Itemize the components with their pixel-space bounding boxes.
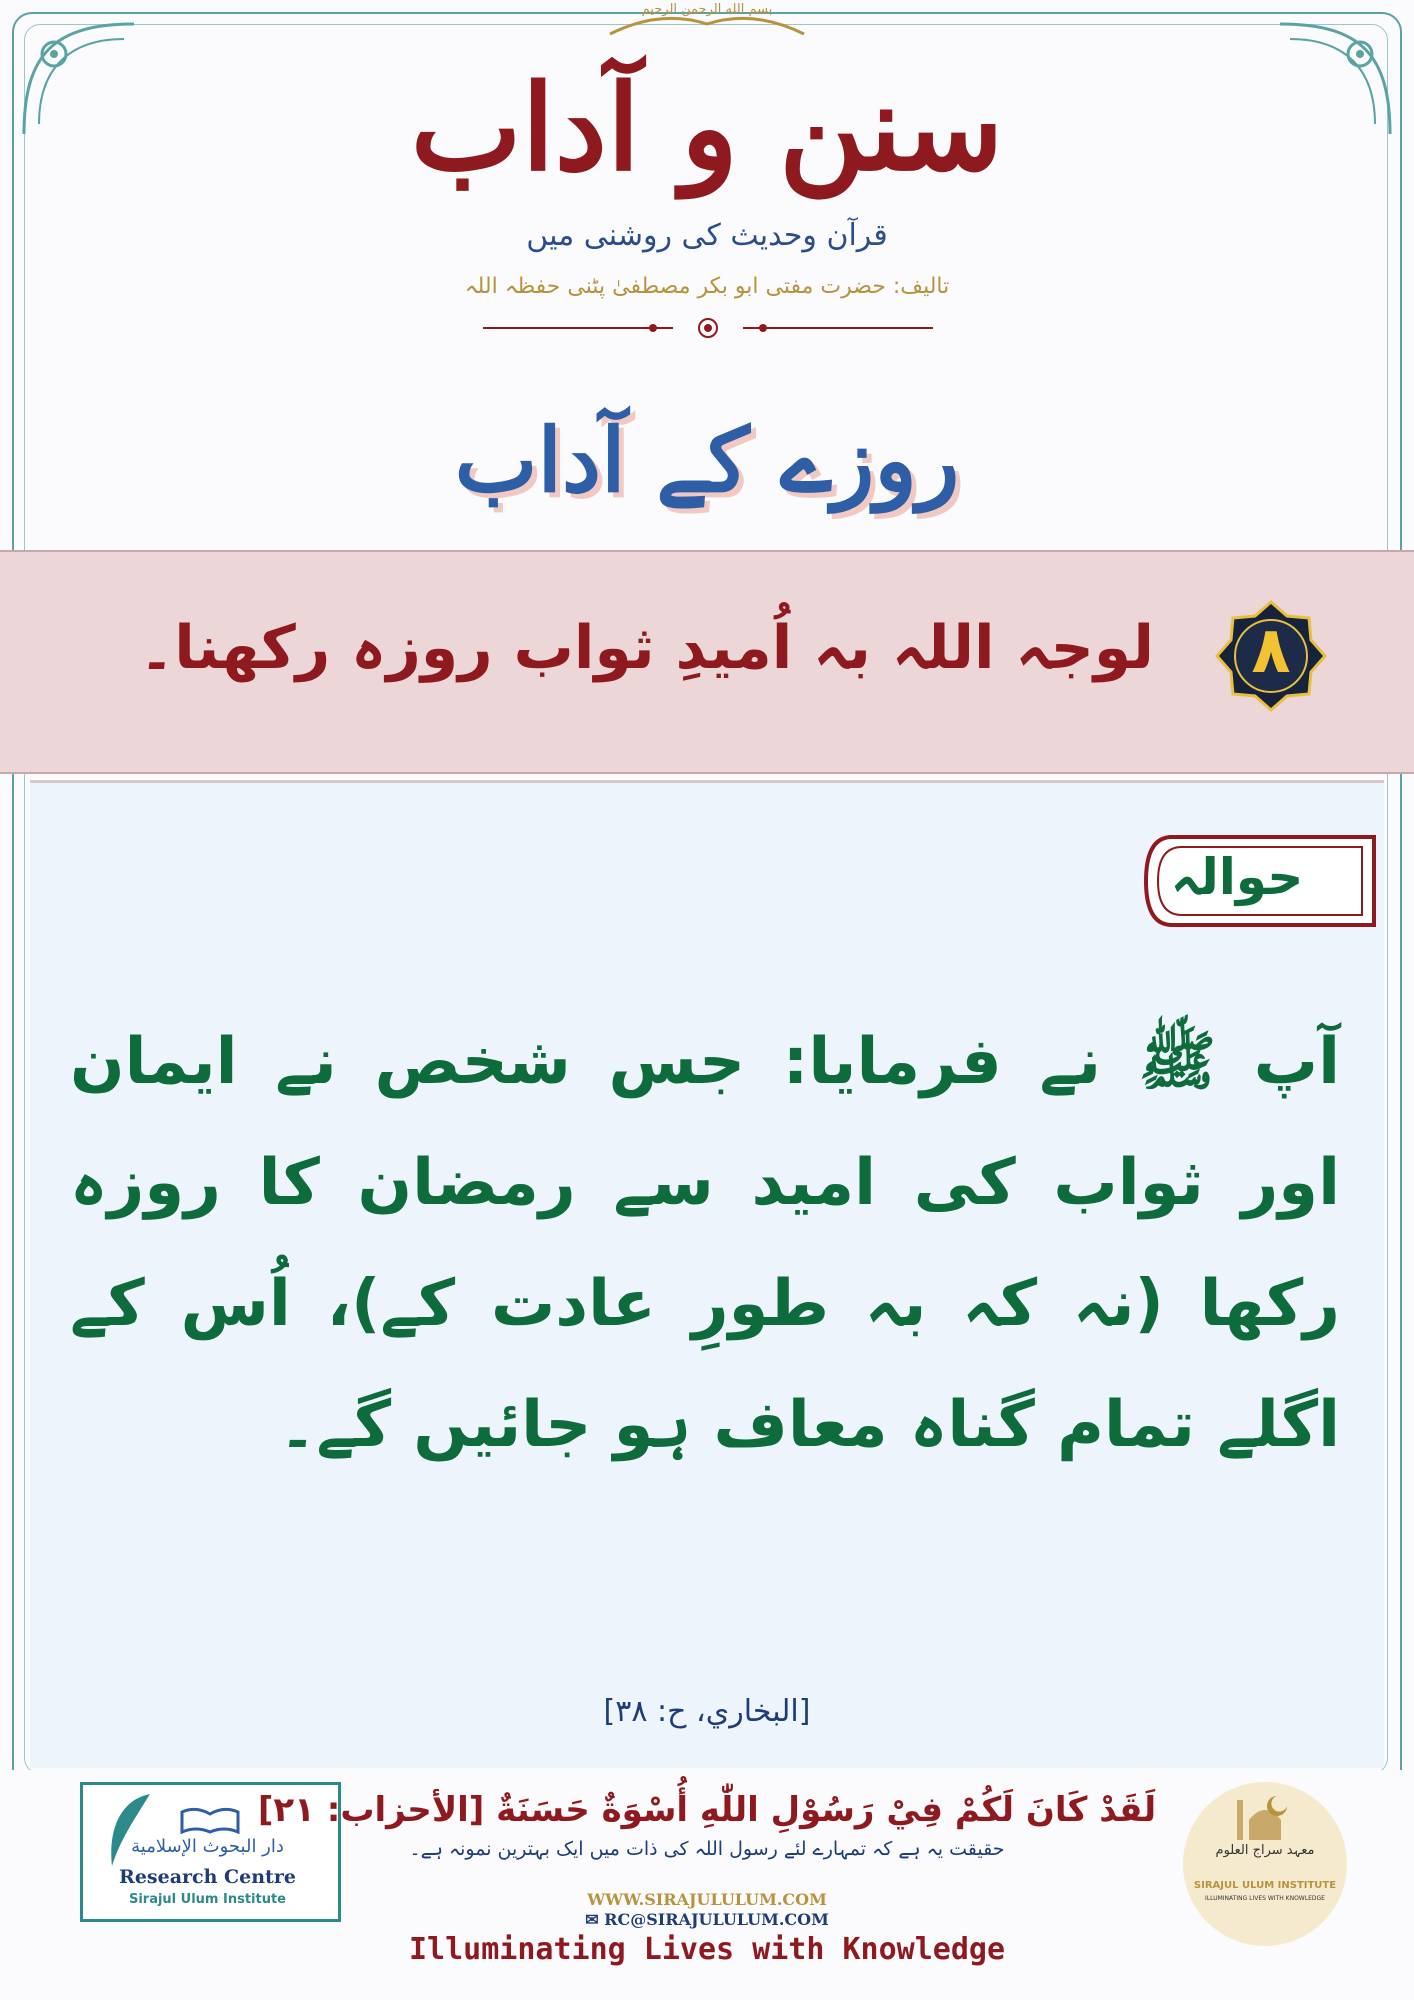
institute-name: SIRAJUL ULUM INSTITUTE xyxy=(1193,1880,1337,1891)
research-centre-arabic: دار البحوث الإسلامية xyxy=(131,1836,284,1857)
author-line: تالیف: حضرت مفتی ابو بکر مصطفیٰ پٹنی حفظہ اللہ xyxy=(464,274,950,299)
topic-title: روزے کے آداب xyxy=(454,408,960,512)
reference-label: حوالہ xyxy=(1170,848,1304,906)
divider-ornament xyxy=(483,318,933,338)
email-link[interactable]: ✉ RC@SIRAJULULUM.COM xyxy=(585,1910,829,1929)
website-link[interactable]: WWW.SIRAJULULUM.COM xyxy=(587,1890,827,1909)
research-centre-subtitle: Sirajul Ulum Institute xyxy=(128,1892,287,1907)
research-centre-name: Research Centre xyxy=(119,1866,296,1888)
verse-translation: حقیقت یہ ہے کہ تمہارے لئے رسول اللہ کی ذات میں ایک بہترین نمونہ ہے۔ xyxy=(409,1838,1005,1860)
bismillah-text: بسم الله الرحمن الرحيم xyxy=(641,2,773,17)
hadith-source: [البخاري، ح: ٣٨] xyxy=(603,1694,811,1729)
institute-tagline: ILLUMINATING LIVES WITH KNOWLEDGE xyxy=(1205,1895,1325,1902)
institute-urdu-name: معہد سراج العلوم xyxy=(1215,1843,1315,1858)
item-number: ٨ xyxy=(1251,614,1291,688)
hadith-text: آپ ﷺ نے فرمایا: جس شخص نے ایمان اور ثواب کی امید سے رمضان کا روزہ رکھا (نہ کہ بہ طورِ عادت کے)، اُس کے اگلے تمام گناہ معاف ہو جائیں گے۔ xyxy=(70,1025,1340,1462)
mosque-icon xyxy=(1233,1790,1297,1842)
page-title: سنن و آداب xyxy=(410,58,1004,197)
page-subtitle: قرآن وحدیث کی روشنی میں xyxy=(526,218,888,253)
quran-verse: لَقَدْ كَانَ لَكُمْ فِيْ رَسُوْلِ اللّٰهِ أُسْوَةٌ حَسَنَةٌ [الأحزاب: ٢١] xyxy=(257,1790,1157,1830)
motto: Illuminating Lives with Knowledge xyxy=(408,1932,1006,1967)
item-text: لوجہ اللہ بہ اُمیدِ ثواب روزہ رکھنا۔ xyxy=(139,613,1154,683)
